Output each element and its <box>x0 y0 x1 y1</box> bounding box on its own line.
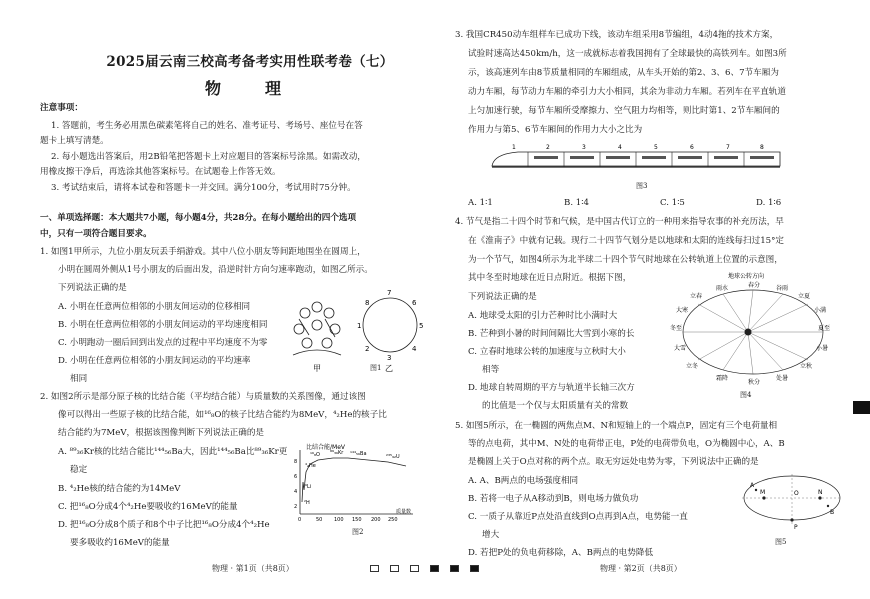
q5-stem: 等的点电荷，其中M、N处的电荷带正电，P处的电荷带负电，O为椭圆中心，A、B <box>468 439 785 449</box>
q1-option-a: A. 小明在任意两位相邻的小朋友间运动的位移相同 <box>58 302 251 312</box>
child-number: 4 <box>412 345 417 353</box>
q3-stem: 试验时速高达450km/h，这一成就标志着我国拥有了全球最快的高铁列车。如图3所 <box>468 49 787 59</box>
page-marker <box>370 565 379 572</box>
fig5-caption: 图5 <box>775 538 787 546</box>
x-tick: 200 <box>371 517 381 523</box>
section-heading-cont: 中，只有一项符合题目要求。 <box>40 229 152 239</box>
sun-icon <box>745 329 752 336</box>
fig3-caption: 图3 <box>636 182 648 190</box>
note-line: 用橡皮擦干净后，再选涂其他答案标号。在试题卷上作答无效。 <box>40 167 281 177</box>
q4-option-c-cont: 相等 <box>482 365 500 375</box>
q4-option-b: B. 芒种到小暑的时间间隔比大雪到小寒的长 <box>468 329 635 339</box>
q3-stem: 上匀加速行驶，每节车厢所受摩擦力、空气阻力均相等，则比时第1、2节车厢间的 <box>468 106 780 116</box>
q3-option-a: A. 1∶1 <box>468 198 493 208</box>
point-label: O <box>794 490 799 497</box>
car-number: 1 <box>512 144 516 151</box>
x-tick: 100 <box>334 517 344 523</box>
q3-stem: 3. 我国CR450动车组样车已成功下线，该动车组采用8节编组，4动4拖的技术方案， <box>455 30 779 40</box>
page-marker <box>410 565 419 572</box>
side-tab-marker <box>853 401 870 414</box>
figure-4-orbit <box>668 268 838 396</box>
note-line: 2. 每小题选出答案后，用2B铅笔把答题卡上对应题目的答案标号涂黑。如需改动， <box>51 152 366 162</box>
y-tick: 8 <box>294 459 298 465</box>
figure-3-train <box>488 140 788 180</box>
q2-option-c: C. 把¹⁶₈O分成4个⁴₂He要吸收约16MeV的能量 <box>58 502 238 512</box>
point-label: B <box>830 509 835 516</box>
term-label: 秋分 <box>748 379 761 386</box>
term-label: 谷雨 <box>776 285 789 292</box>
q4-option-c: C. 立春时地球公转的加速度与立秋时大小 <box>468 347 626 357</box>
nucleus-label: ⁴₂He <box>305 463 316 469</box>
q5-option-c: C. 一质子从靠近P点处沿直线到O点再到A点，电势能一直 <box>468 512 688 522</box>
fig1-yi-label: 乙 <box>385 364 393 373</box>
page-marker <box>430 565 439 572</box>
term-label: 霜降 <box>716 375 729 382</box>
orbit-direction-label: 地球公转方向 <box>728 273 765 280</box>
car-number: 2 <box>546 144 550 151</box>
page-marker <box>450 565 459 572</box>
q1-stem: 小明在圆周外侧从1号小朋友的后面出发，沿逆时针方向匀速率跑动，如图乙所示。 <box>58 265 373 275</box>
q3-stem: 动力车厢，每节动力车厢的牵引力大小相同，其余为非动力车厢。若列车在平直轨道 <box>468 87 786 97</box>
chart-ylabel: 比结合能/MeV <box>306 444 345 451</box>
x-tick: 0 <box>298 517 302 523</box>
exam-title: 2025届云南三校高考备考实用性联考卷（七） <box>106 54 394 70</box>
point-a <box>755 489 757 491</box>
term-label: 立春 <box>690 293 703 300</box>
fig1-jia-label: 甲 <box>313 364 321 373</box>
subject-title: 物 理 <box>204 79 295 98</box>
q4-option-a: A. 地球受太阳的引力芒种时比小满时大 <box>468 311 618 321</box>
figure-2-chart <box>288 442 418 524</box>
page-marker <box>390 565 399 572</box>
car-number: 4 <box>618 144 622 151</box>
q5-option-c-cont: 增大 <box>482 530 500 540</box>
q3-stem: 示，该高速列车由8节质量相同的车厢组成，从车头开始的第2、3、6、7节车厢为 <box>468 68 779 78</box>
q3-option-d: D. 1∶6 <box>756 198 782 208</box>
q1-option-d: D. 小明在任意两位相邻的小朋友间运动的平均速率 <box>58 356 251 366</box>
q2-option-b: B. ⁴₂He核的结合能约为14MeV <box>58 484 181 494</box>
notes-heading: 注意事项： <box>40 103 83 113</box>
fig4-caption: 图4 <box>740 391 752 399</box>
q5-option-d: D. 若把P处的负电荷移除，A、B两点的电势降低 <box>468 548 654 558</box>
q5-option-b: B. 若将一电子从A移动到B，则电场力做负功 <box>468 494 639 504</box>
fig2-caption: 图2 <box>352 528 364 536</box>
nucleus-label: ¹⁶₈O <box>310 452 320 458</box>
nucleus-label: ⁶Li <box>305 484 312 490</box>
term-label: 处暑 <box>776 375 789 382</box>
q5-stem: 是椭圆上关于O点对称的两个点。取无穷远处电势为零，下列说法中正确的是 <box>468 457 759 467</box>
q1-option-b: B. 小明在任意两位相邻的小朋友间运动的平均速度相同 <box>58 320 268 330</box>
binding-energy-curve <box>302 458 406 502</box>
q3-option-b: B. 1∶4 <box>564 198 589 208</box>
term-label: 立夏 <box>798 293 811 300</box>
term-label: 小暑 <box>816 345 829 352</box>
child-number: 1 <box>357 322 362 330</box>
child-number: 5 <box>419 322 424 330</box>
note-line: 题卡上填写清楚。 <box>40 136 109 146</box>
figure-1 <box>285 285 435 375</box>
children-illustration <box>293 302 341 355</box>
child-number: 8 <box>365 299 370 307</box>
term-label: 夏至 <box>818 325 831 332</box>
x-tick: 150 <box>352 517 362 523</box>
fig1-caption: 图1 <box>370 364 382 372</box>
page-footer-right: 物理 · 第2页（共8页） <box>600 564 682 573</box>
q2-option-d: D. 把¹⁶₈O分成8个质子和8个中子比把¹⁶₈O分成4个⁴₂He <box>58 520 270 530</box>
point-label: A <box>750 482 755 489</box>
q2-option-d-cont: 要多吸收约16MeV的能量 <box>70 538 170 548</box>
y-tick: 2 <box>294 504 298 510</box>
q2-stem: 像可以得出一些原子核的比结合能，如¹⁶₈O的核子比结合能约为8MeV，⁴₂He的核子比 <box>58 410 387 420</box>
child-number: 3 <box>387 354 392 362</box>
car-number: 7 <box>726 144 730 151</box>
orbit-spokes <box>683 290 823 374</box>
child-number: 6 <box>412 299 417 307</box>
car-number: 6 <box>690 144 694 151</box>
q2-stem: 结合能约为7MeV，根据该图像判断下列说法正确的是 <box>58 428 265 438</box>
section-heading: 一、单项选择题：本大题共7小题，每小题4分，共28分。在每小题给出的四个选项 <box>40 213 357 223</box>
q1-option-c: C. 小明跑动一圈后回到出发点的过程中平均速度不为零 <box>58 338 268 348</box>
term-label: 大寒 <box>676 307 689 314</box>
child-number: 7 <box>387 289 392 297</box>
q4-option-d: D. 地球自转周期的平方与轨道半长轴三次方 <box>468 383 635 393</box>
q5-stem: 5. 如图5所示，在一椭圆的两焦点M、N和短轴上的一个端点P，固定有三个电荷量相 <box>455 421 778 431</box>
x-tick: 50 <box>316 517 323 523</box>
circle-diagram <box>363 298 417 352</box>
q4-stem: 在《淮南子》中就有记载。现行二十四节气划分是以地球和太阳的连线每扫过15°定 <box>468 236 785 246</box>
car-number: 5 <box>654 144 658 151</box>
point-b <box>827 505 829 507</box>
term-label: 雨水 <box>716 285 729 292</box>
q4-option-d-cont: 的比值是一个仅与太阳质量有关的常数 <box>482 401 629 411</box>
car-number: 3 <box>582 144 586 151</box>
chart-xlabel: 质量数 <box>396 509 412 515</box>
point-label: N <box>818 489 823 496</box>
q4-stem: 4. 节气是指二十四个时节和气候，是中国古代订立的一种用来指导农事的补充历法，早 <box>455 217 784 227</box>
q3-option-c: C. 1∶5 <box>660 198 685 208</box>
point-label: P <box>794 524 798 531</box>
q1-stem: 1. 如图1甲所示，九位小朋友玩丢手绢游戏。其中八位小朋友等间距地围坐在圆周上， <box>40 247 366 257</box>
term-label: 立秋 <box>800 363 813 370</box>
note-line: 1. 答题前，考生务必用黑色碳素笔将自己的姓名、准考证号、考场号、座位号在答 <box>51 121 363 131</box>
term-label: 大雪 <box>674 345 687 352</box>
term-label: 立冬 <box>686 363 699 370</box>
nucleus-label: ²H <box>304 500 310 506</box>
q4-stem: 为一个节气，如图4所示为北半球二十四个节气时地球在公转轨道上位置的示意图， <box>468 255 783 265</box>
q1-option-d-cont: 相同 <box>70 374 88 384</box>
nucleus-label: ⁸⁹₃₆Kr <box>330 450 344 456</box>
term-label: 冬至 <box>670 325 683 332</box>
figure-5-ellipse <box>738 470 848 532</box>
child-number: 2 <box>365 345 370 353</box>
q5-option-a: A. A、B两点的电场强度相同 <box>468 476 579 486</box>
q2-option-a-cont: 稳定 <box>70 465 88 475</box>
nucleus-label: ¹⁴⁴₅₆Ba <box>350 451 367 457</box>
term-label: 春分 <box>748 282 761 289</box>
car-number: 8 <box>760 144 764 151</box>
page-footer-left: 物理 · 第1页（共8页） <box>212 564 294 573</box>
page-marker <box>470 565 479 572</box>
x-tick: 250 <box>388 517 398 523</box>
q4-stem: 其中冬至时地球在近日点附近。根据下图， <box>468 273 632 283</box>
term-label: 小满 <box>814 307 827 314</box>
charge-n <box>818 496 821 499</box>
y-tick: 6 <box>294 474 298 480</box>
y-tick: 4 <box>294 489 298 495</box>
q3-stem: 作用力与第5、6节车厢间的作用力大小之比为 <box>468 125 643 135</box>
q2-stem: 2. 如图2所示是部分原子核的比结合能（平均结合能）与质量数的关系图像，通过该图 <box>40 392 366 402</box>
q4-stem: 下列说法正确的是 <box>468 292 537 302</box>
point-label: M <box>760 489 766 496</box>
charge-m <box>762 496 765 499</box>
q1-stem: 下列说法正确的是 <box>58 283 127 293</box>
q2-option-a: A. ⁸⁹₃₆Kr核的比结合能比¹⁴⁴₅₆Ba大，因此¹⁴⁴₅₆Ba比⁸⁹₃₆Kr更 <box>58 447 288 457</box>
note-line: 3. 考试结束后，请将本试卷和答题卡一并交回。满分100分，考试用时75分钟。 <box>51 183 356 193</box>
charge-p <box>790 518 793 521</box>
nucleus-label: ²³⁵₉₂U <box>386 454 400 460</box>
